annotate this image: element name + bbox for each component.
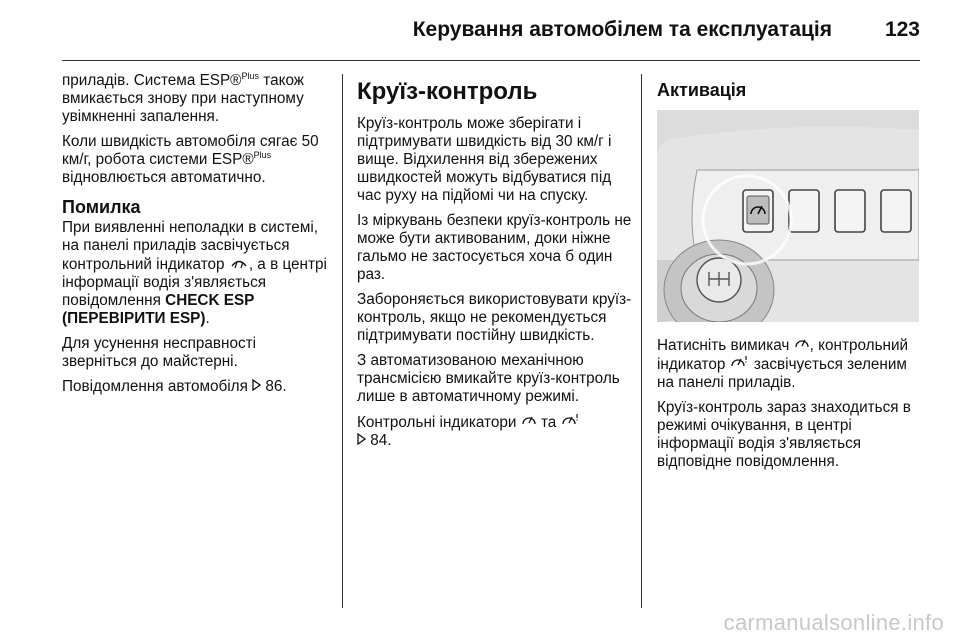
paragraph: Із міркувань безпеки круїз-контроль не може бути активованим, доки ніжне гальмо не застосується хоча б один раз. xyxy=(357,212,632,283)
paragraph: Коли швидкість автомобіля сягає 50 км/г, робота системи ESP®$^{Plus}$ відновлюється автоматично. xyxy=(62,133,319,186)
page-reference-link[interactable]: 86. xyxy=(265,378,287,395)
page-reference-link[interactable]: 84. xyxy=(370,432,392,449)
column-2 xyxy=(357,78,633,457)
paragraph: Натисніть вимикач , контрольний індикатор засвічується зеленим на панелі приладів. xyxy=(657,337,909,391)
column-1 xyxy=(62,72,334,403)
page-reference-arrow-icon xyxy=(357,432,366,449)
page-number: 123 xyxy=(884,18,920,41)
paragraph: Для усунення несправності зверніться до майстерні. xyxy=(62,335,257,370)
paragraph: Контрольні індикатори та 84. xyxy=(357,413,633,450)
cruise-control-standby-icon xyxy=(561,414,581,431)
dashboard-switch-illustration xyxy=(657,110,919,322)
watermark: carmanualsonline.info xyxy=(723,610,944,635)
paragraph: При виявленні неполадки в системі, на панелі приладів засвічується контрольний індикатор , а в центрі інформації водія з'являється повідомлення CHECK ESP (ПЕРЕВІРИТИ ESP). xyxy=(62,219,327,327)
paragraph: Круїз-контроль зараз знаходиться в режимі очікування, в центрі інформації водія з'являється відповідне повідомлення. xyxy=(657,399,911,470)
paragraph: Повідомлення автомобіля 86. xyxy=(62,378,287,395)
page-reference-arrow-icon xyxy=(252,378,261,395)
cruise-control-icon xyxy=(794,337,810,354)
esp-warning-icon xyxy=(229,256,249,272)
column-3 xyxy=(657,80,927,478)
paragraph: З автоматизованою механічною трансмісією вмикайте круїз-контроль лише в автоматичному режимі. xyxy=(357,352,620,405)
column-divider-2 xyxy=(641,74,642,608)
section-title-cruise-control: Круїз-контроль xyxy=(357,78,538,105)
cruise-control-icon xyxy=(521,414,537,431)
header-rule xyxy=(62,60,920,61)
section-heading-error: Помилка xyxy=(62,197,141,217)
column-divider-1 xyxy=(342,74,343,608)
header-title: Керування автомобілем та експлуатація xyxy=(412,18,832,41)
paragraph: приладів. Система ESP®$^{Plus}$ також вмикається знову при наступному увімкненні запалення. xyxy=(62,71,305,125)
section-heading-activation: Активація xyxy=(657,80,747,100)
paragraph: Круїз-контроль може зберігати і підтримувати швидкість від 30 км/г і вище. Відхилення від збережених швидкостей можуть відбуватися під час руху на підйомі чи на спуску. xyxy=(357,115,612,204)
cruise-control-standby-icon xyxy=(730,356,750,373)
page-header xyxy=(0,0,960,62)
paragraph: Забороняється використовувати круїз-контроль, якщо не рекомендується підтримувати постійну швидкість. xyxy=(357,291,632,344)
